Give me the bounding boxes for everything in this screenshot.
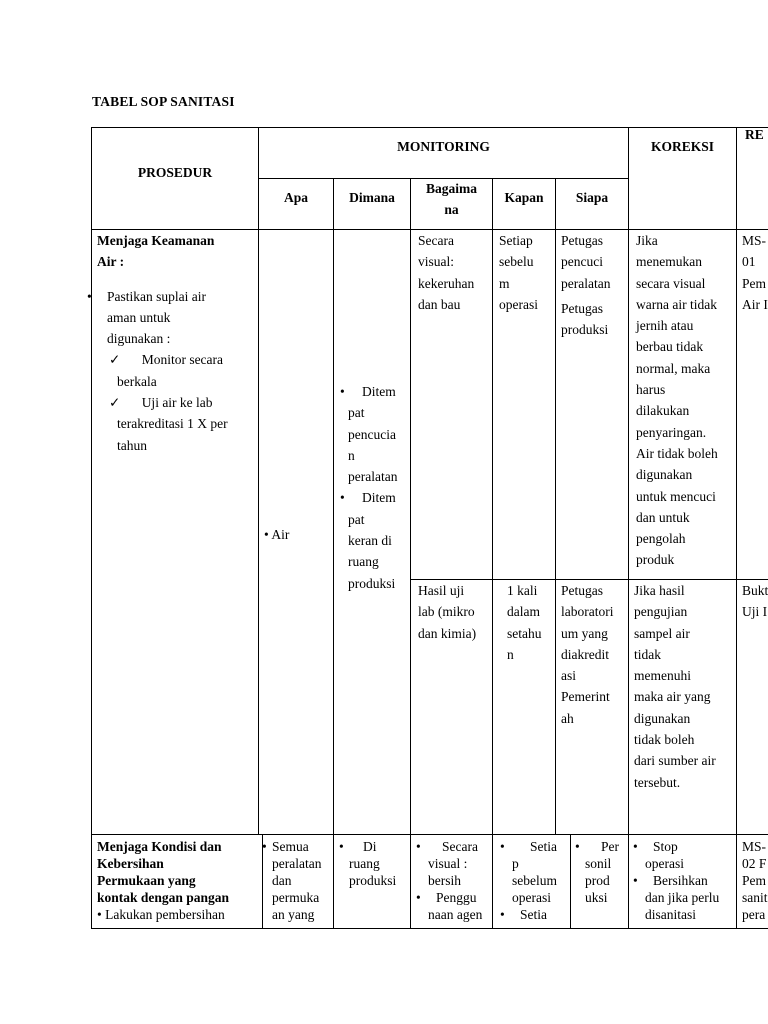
bullet-icon: •: [97, 907, 102, 922]
bullet-icon: •: [262, 839, 267, 854]
row1a-rekaman: MS- 01 Pem Air I: [742, 233, 768, 312]
header-rekaman: RE: [745, 127, 764, 142]
row2-prosedur-title: Menjaga Kondisi dan Kebersihan Permukaan yang kontak dengan pangan: [97, 839, 230, 905]
row1-check-1: ✓ Monitor secara berkala: [109, 352, 224, 389]
row2-bagaimana: • Secara visual : bersih • Penggu naan agen: [416, 839, 483, 922]
bullet-icon: •: [500, 839, 505, 854]
bullet-icon: •: [633, 839, 638, 854]
bullet-icon: •: [340, 490, 345, 506]
header-dimana: Dimana: [349, 190, 395, 205]
bullet-icon: •: [87, 288, 92, 304]
row2-bullet: • Lakukan pembersihan: [97, 907, 225, 922]
header-koreksi: KOREKSI: [650, 139, 715, 154]
header-apa: Apa: [283, 190, 308, 205]
row1b-kapan: 1 kali dalam setahu n: [507, 583, 542, 662]
row2-kapan: • Setia p sebelum operasi • Setia: [500, 839, 557, 922]
row1a-bagaimana: Secara visual: kekeruhan dan bau: [418, 233, 475, 312]
row1b-koreksi: Jika hasil pengujian sampel air tidak memenuhi maka air yang digunakan tidak boleh dari sumber air tersebut.: [634, 583, 716, 790]
row1b-rekaman: Bukt Uji I: [742, 583, 768, 620]
row1b-siapa: Petugas laboratori um yang diakredit asi Pemerint ah: [561, 583, 614, 726]
header-monitoring: MONITORING: [397, 139, 490, 154]
row1-check-2: ✓ Uji air ke lab terakreditasi 1 X per tahun: [109, 395, 228, 453]
row1-bullet: • Pastikan suplai air aman untuk digunakan :: [87, 286, 257, 350]
row2-koreksi: • Stop operasi • Bersihkan dan jika perlu disanitasi: [633, 839, 720, 922]
row2-apa: • Semua peralatan dan permuka an yang: [262, 839, 322, 922]
bullet-icon: •: [500, 907, 505, 922]
row1a-siapa: Petugas pencuci peralatan Petugas produksi: [561, 233, 611, 338]
row1-dimana-item-2: • Ditem pat keran di ruang produksi: [336, 487, 410, 593]
bullet-icon: •: [340, 384, 345, 399]
check-icon: ✓: [109, 352, 121, 368]
bullet-icon: •: [575, 839, 580, 854]
row1a-koreksi: Jika menemukan secara visual warna air tidak jernih atau berbau tidak normal, maka harus dilakukan penyaringan. Air tidak boleh digunakan untuk mencuci dan untuk pengolah produk: [636, 233, 718, 568]
header-prosedur: PROSEDUR: [137, 165, 213, 180]
row1-prosedur: [87, 230, 257, 456]
row1-prosedur-title: Menjaga Keamanan Air :: [97, 233, 215, 270]
bullet-icon: •: [264, 527, 269, 542]
row1-apa: • Air: [264, 527, 290, 542]
bullet-icon: •: [416, 839, 421, 854]
row1-dimana-item-1: • Ditem pat pencucia n peralatan: [336, 381, 410, 487]
row2-prosedur: [97, 838, 262, 923]
row2-siapa: • Per sonil prod uksi: [575, 839, 619, 905]
header-siapa: Siapa: [575, 190, 609, 205]
bullet-icon: •: [416, 890, 421, 905]
row1a-kapan: Setiap sebelu m operasi: [499, 233, 538, 312]
bullet-icon: •: [339, 839, 344, 854]
check-icon: ✓: [109, 395, 121, 411]
bullet-icon: •: [633, 873, 638, 888]
row1b-bagaimana: Hasil uji lab (mikro dan kimia): [418, 583, 477, 641]
row2-dimana: • Di ruang produksi: [339, 839, 397, 888]
document-title: TABEL SOP SANITASI: [92, 94, 235, 109]
row1-dimana: [336, 381, 410, 594]
row2-rekaman: MS- 02 F Pem sanit pera: [742, 839, 768, 922]
header-kapan: Kapan: [504, 190, 544, 205]
header-bagaimana: Bagaima na: [425, 181, 477, 218]
